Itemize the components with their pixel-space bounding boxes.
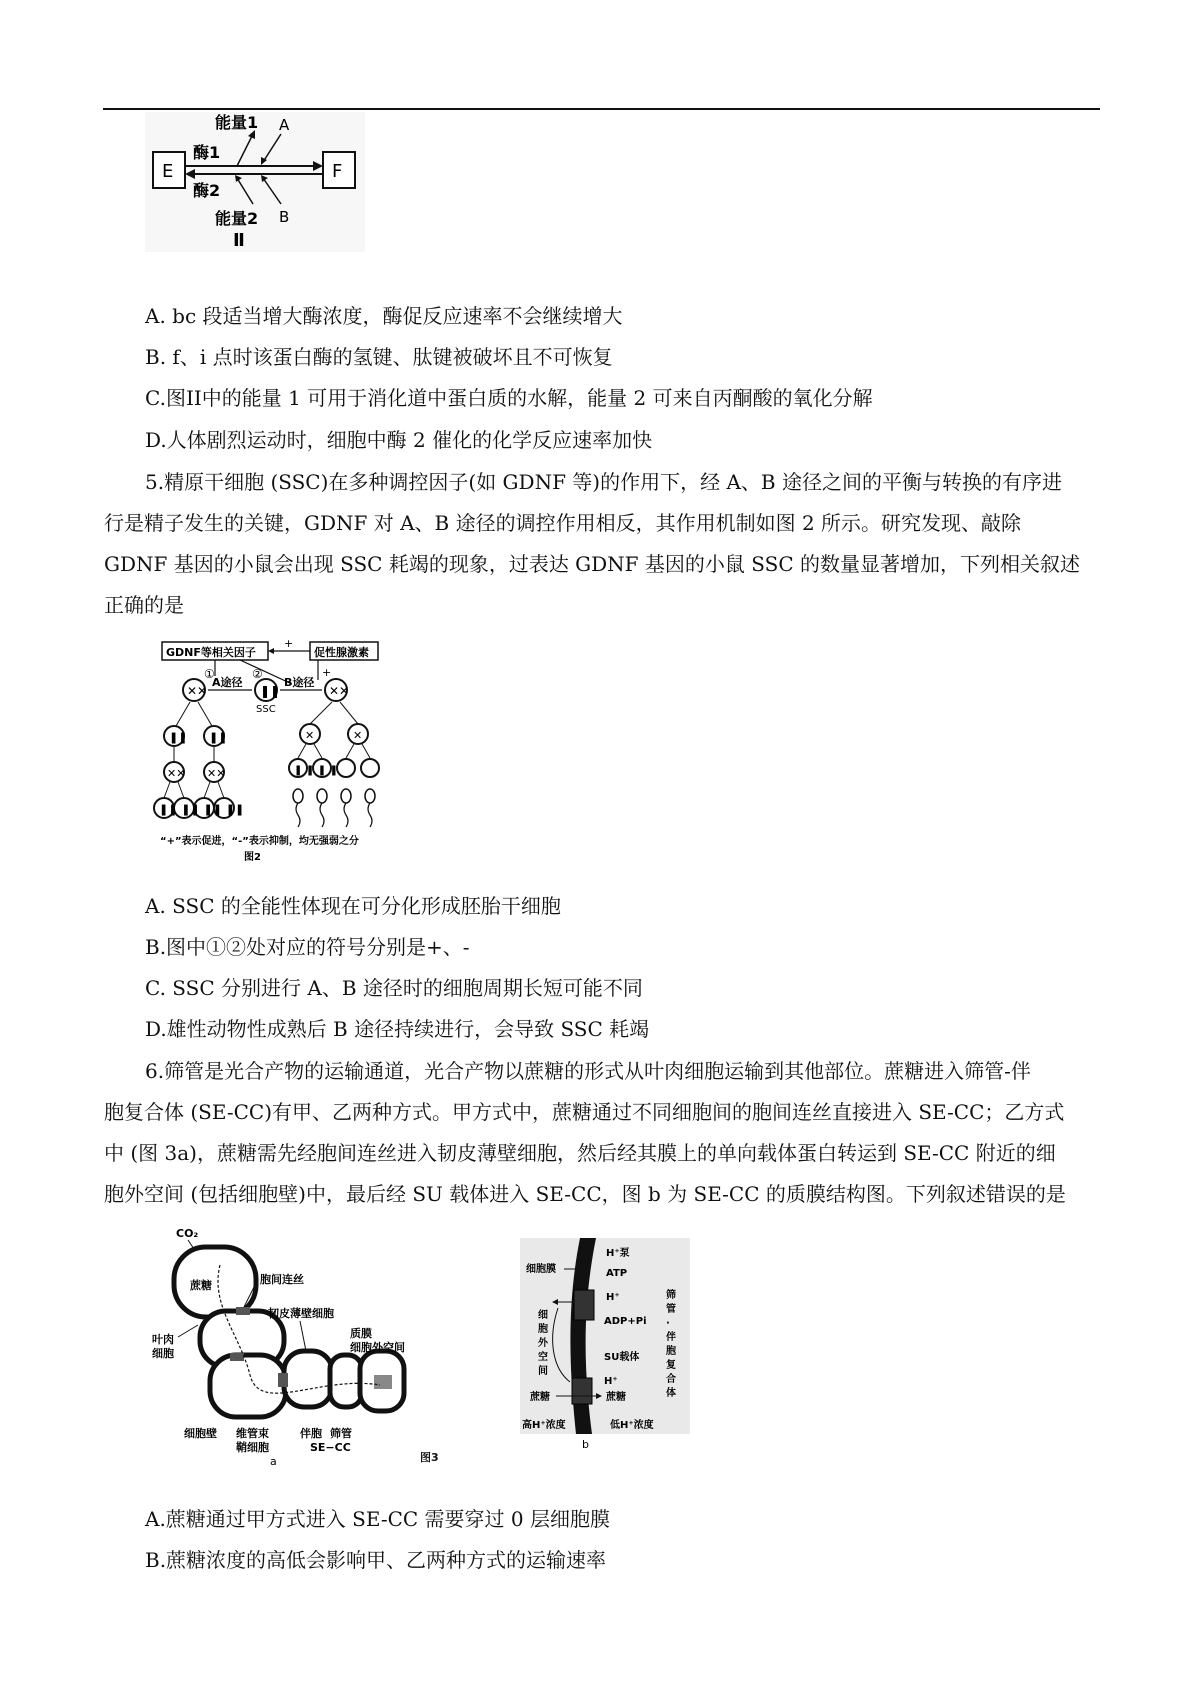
companion-cell (330, 1355, 362, 1407)
q5-option-d: D.雄性动物性成熟后 B 途径持续进行，会导致 SSC 耗竭 (145, 1017, 650, 1041)
figure-number: Ⅱ (233, 230, 245, 251)
phloem-parenchyma-cell (284, 1351, 332, 1407)
q6-stem-line-3: 中 (图 3a)，蔗糖需先经胞间连丝进入韧皮薄壁细胞，然后经其膜上的单向载体蛋白转运到 SE-CC 附近的细 (104, 1141, 1056, 1165)
fig3-caption: 图3 (420, 1451, 439, 1464)
membrane-label: 细胞膜 (526, 1264, 556, 1275)
phloem-parenchyma-label: 韧皮薄壁细胞 (268, 1307, 334, 1320)
b-split-line-2 (340, 702, 358, 724)
companion-label: 伴胞 (300, 1427, 322, 1440)
h-pump-label: H⁺泵 (606, 1248, 630, 1259)
q4-option-d: D.人体剧烈运动时，细胞中酶 2 催化的化学反应速率加快 (145, 428, 653, 452)
q6-stem-line-4: 胞外空间 (包括细胞壁)中，最后经 SU 载体进入 SE-CC，图 b 为 SE-CC 的质膜结构图。下列叙述错误的是 (104, 1182, 1066, 1206)
box-f-label: F (332, 161, 343, 182)
ssc-chromosome: ❚❚ (260, 684, 281, 698)
atp-label: ATP (606, 1268, 628, 1279)
q5-stem-line-1: 5.精原干细胞 (SSC)在多种调控因子(如 GDNF 等)的作用下，经 A、B 途径之间的平衡与转换的有序进 (145, 470, 1062, 494)
a-split-line-5 (204, 782, 210, 798)
b-meiosis-chromosome-2: ✕ (353, 729, 363, 742)
complex-vertical-5: 胞 (666, 1346, 676, 1357)
factor-box-label: GDNF等相关因子 (166, 646, 256, 659)
sperm-head-1 (293, 789, 303, 803)
a-split-line-6 (218, 782, 224, 798)
sucrose-out-label: 蔗糖 (530, 1392, 550, 1403)
energy2-label: 能量2 (215, 209, 259, 228)
fig3b-sublabel: b (582, 1438, 589, 1451)
sperm-tail-1 (296, 803, 300, 827)
bundle-sheath-label-line-2: 鞘细胞 (236, 1441, 269, 1454)
cell-wall-label: 细胞壁 (184, 1427, 217, 1440)
low-h-label: 低H⁺浓度 (610, 1420, 654, 1431)
complex-vertical-3: · (666, 1318, 670, 1329)
h-plus-label: H⁺ (606, 1292, 620, 1303)
b-split-line-3 (298, 744, 306, 758)
b-meiosis-chromosome-1: ✕ (305, 729, 315, 742)
b-path-cell-chromosome: ✕✕ (329, 684, 350, 698)
sperm-tail-2 (320, 803, 324, 827)
a-division-chromosome-2: ✕✕ (207, 767, 226, 780)
sperm-tail-4 (368, 803, 372, 827)
plasmodesmata-3 (278, 1373, 288, 1387)
h-plus-in-label: H⁺ (604, 1376, 618, 1387)
sucrose-label-cell1: 蔗糖 (190, 1279, 212, 1292)
a-label: A (279, 116, 290, 134)
figure-3b-diagram (520, 1238, 690, 1450)
sieve-plate (374, 1375, 392, 1389)
b-split-line-6 (362, 744, 370, 758)
extracellular-vertical-line-5: 间 (538, 1366, 548, 1377)
a-final-chromosomes: ❚❚ ❚❚ ❚❚ ❚❚ (159, 803, 245, 816)
bundle-sheath-label-line-1: 维管束 (236, 1427, 269, 1440)
mark-2: ② (252, 667, 263, 681)
plus-sign-top: + (284, 637, 294, 650)
enzyme1-label: 酶1 (193, 143, 221, 162)
q5-stem-line-4: 正确的是 (104, 593, 184, 617)
q4-option-a: A. bc 段适当增大酶浓度，酶促反应速率不会继续增大 (145, 304, 623, 328)
mesophyll-label-line-2: 细胞 (152, 1347, 174, 1360)
ssc-label: SSC (256, 704, 276, 715)
su-carrier-label: SU载体 (604, 1352, 640, 1363)
extracellular-vertical-line-2: 胞 (538, 1324, 548, 1335)
q6-stem-line-1: 6.筛管是光合产物的运输通道，光合产物以蔗糖的形式从叶肉细胞运输到其他部位。蔗糖进入筛管-伴 (145, 1059, 1031, 1083)
enzyme2-label: 酶2 (193, 181, 221, 200)
co2-label: CO₂ (176, 1227, 199, 1240)
q5-option-a: A. SSC 的全能性体现在可分化形成胚胎干细胞 (145, 894, 561, 918)
sieve-tube-label: 筛管 (330, 1427, 352, 1440)
q5-stem-line-2: 行是精子发生的关键，GDNF 对 A、B 途径的调控作用相反，其作用机制如图 2 所示。研究发现、敲除 (104, 511, 1022, 535)
b-spermatid-4 (361, 759, 379, 777)
q6-stem-line-2: 胞复合体 (SE-CC)有甲、乙两种方式。甲方式中，蔗糖通过不同细胞间的胞间连丝直接进入 SE-CC；乙方式 (104, 1100, 1065, 1124)
extracellular-vertical-line-4: 空 (538, 1352, 548, 1363)
q5-stem-line-3: GDNF 基因的小鼠会出现 SSC 耗竭的现象，过表达 GDNF 基因的小鼠 SSC 的数量显著增加，下列相关叙述 (104, 552, 1080, 576)
extracellular-vertical-line-3: 外 (538, 1338, 548, 1349)
phloem-parenchyma-pointer (300, 1321, 306, 1351)
bundle-sheath-cell (210, 1355, 286, 1417)
extracellular-label: 细胞外空间 (350, 1341, 405, 1354)
sperm-head-3 (341, 789, 351, 803)
complex-vertical-8: 体 (666, 1388, 676, 1399)
q4-option-b: B. f、i 点时该蛋白酶的氢键、肽键被破坏且不可恢复 (145, 345, 613, 369)
sucrose-in-label: 蔗糖 (606, 1392, 626, 1403)
b-spermatid-3 (337, 759, 355, 777)
a-path-cell-chromosome: ✕✕ (187, 684, 208, 698)
q6-option-b: B.蔗糖浓度的高低会影响甲、乙两种方式的运输速率 (145, 1548, 607, 1572)
q5-option-c: C. SSC 分别进行 A、B 途径时的细胞周期长短可能不同 (145, 976, 643, 1000)
b-split-line-4 (314, 744, 322, 758)
top-rule (103, 108, 1100, 110)
complex-vertical-4: 伴 (666, 1332, 676, 1343)
box-e-label: E (162, 161, 174, 182)
a-division-chromosome-1: ✕✕ (167, 767, 186, 780)
complex-vertical-1: 筛 (666, 1290, 676, 1301)
figure-2-ssc-diagram (160, 636, 422, 864)
extracellular-vertical-line-1: 细 (538, 1310, 548, 1321)
a-split-line-1 (176, 702, 190, 726)
b-split-line-1 (310, 702, 332, 724)
complex-vertical-7: 合 (666, 1374, 676, 1385)
q6-option-a: A.蔗糖通过甲方式进入 SE-CC 需要穿过 0 层细胞膜 (145, 1507, 610, 1531)
fig2-caption: 图2 (244, 852, 261, 863)
mesophyll-label-line-1: 叶肉 (152, 1333, 174, 1346)
plus-sign-right: + (322, 666, 332, 679)
a-split-line-4 (178, 782, 184, 798)
h-pump-protein (574, 1290, 594, 1320)
path-a-label: A途径 (212, 676, 243, 689)
high-h-label: 高H⁺浓度 (522, 1420, 566, 1431)
hormone-box-label: 促性腺激素 (314, 646, 369, 659)
b-label: B (279, 208, 290, 226)
adp-label: ADP+Pi (604, 1316, 647, 1327)
sperm-head-2 (317, 789, 327, 803)
b-split-line-5 (346, 744, 354, 758)
a-daughter-chromosome-2: ❚❚ (209, 731, 228, 744)
path-b-label: B途径 (284, 676, 315, 689)
a-split-line-3 (164, 782, 170, 798)
sperm-tail-3 (344, 803, 348, 827)
complex-vertical-6: 复 (666, 1360, 676, 1371)
a-daughter-chromosome-1: ❚❚ (169, 731, 188, 744)
b-spermatid-chromosomes: ❚ ❚ ❚ ❚ (294, 765, 338, 776)
hormone-to-factor-arrowhead (268, 648, 274, 654)
a-split-line-2 (198, 702, 212, 726)
su-carrier-protein (572, 1378, 592, 1404)
sperm-head-4 (365, 789, 375, 803)
se-cc-label: SE−CC (310, 1441, 351, 1454)
complex-vertical-2: 管 (666, 1304, 676, 1315)
fig3a-sublabel: a (270, 1455, 277, 1468)
energy1-label: 能量1 (215, 113, 259, 132)
q5-option-b: B.图中①②处对应的符号分别是+、- (145, 935, 470, 959)
fig2-legend: “+”表示促进，“-”表示抑制，均无强弱之分 (160, 836, 359, 847)
q4-option-c: C.图II中的能量 1 可用于消化道中蛋白质的水解，能量 2 可来自丙酮酸的氧化分解 (145, 386, 873, 410)
plasmodesmata-label: 胞间连丝 (260, 1273, 304, 1286)
plasmodesmata-2 (230, 1353, 244, 1361)
energy-diagram (145, 112, 365, 252)
mark-1: ① (204, 667, 215, 681)
plasmodesmata-1 (236, 1307, 250, 1315)
plasma-membrane-label: 质膜 (350, 1327, 372, 1340)
mesophyll-pointer (178, 1325, 198, 1337)
